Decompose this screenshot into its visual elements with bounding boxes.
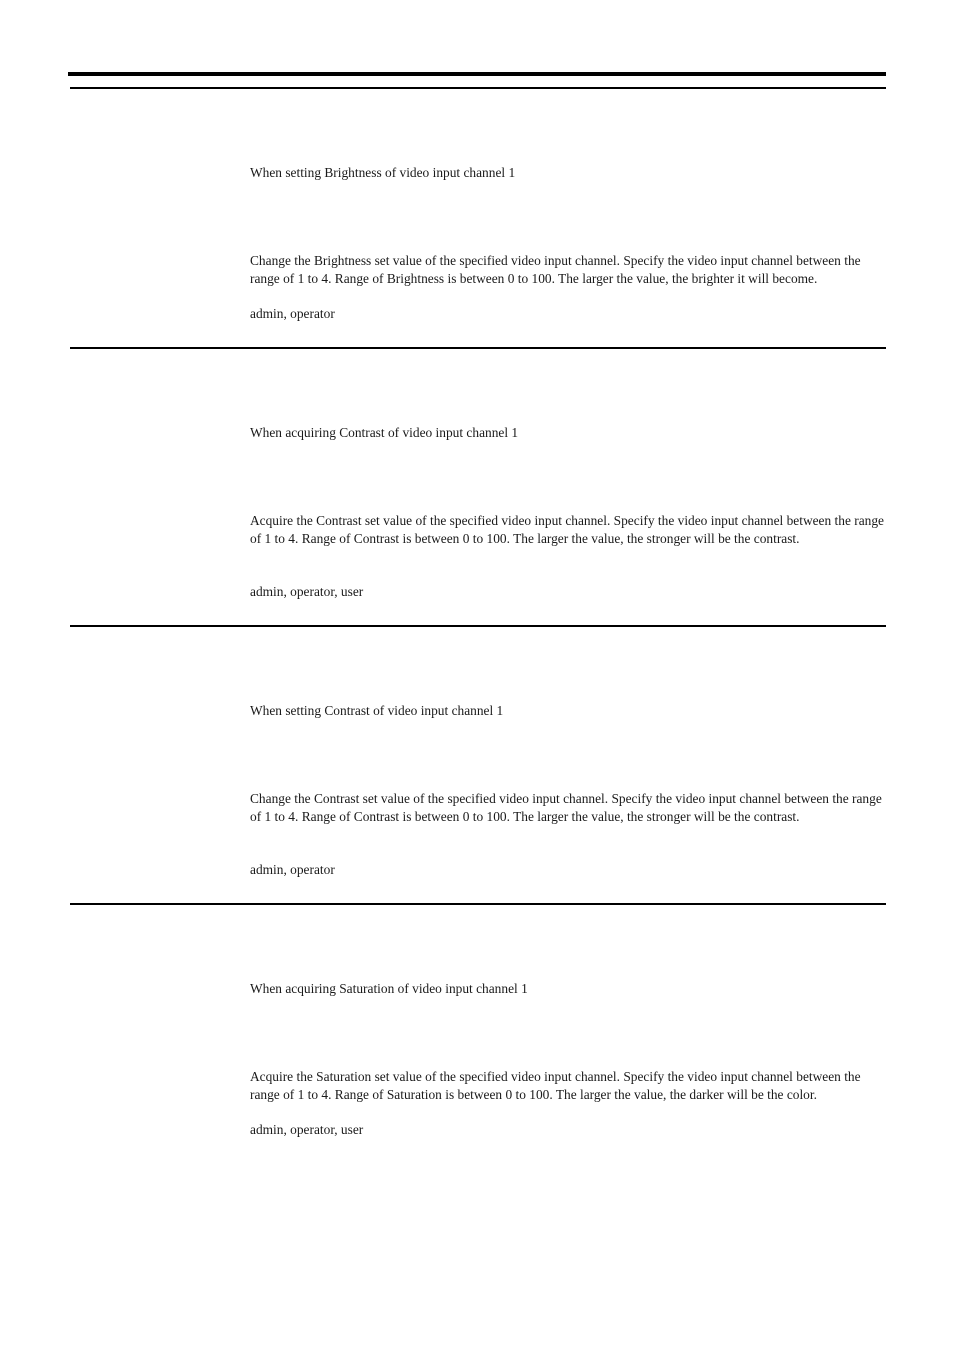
access-levels: admin, operator, user: [250, 1122, 364, 1137]
header-rule-thick: [68, 72, 886, 76]
section-divider: [70, 625, 886, 627]
example-text: When acquiring Contrast of video input channel 1: [250, 425, 519, 440]
example-text: When setting Contrast of video input channel 1: [250, 703, 504, 718]
description-text: Change the Contrast set value of the specified video input channel. Specify the video input channel between the range of 1 to 4. Range of Contrast is between 0 to 100. The larger the value, the stronger will be the contrast.: [250, 791, 882, 824]
example-text: When setting Brightness of video input channel 1: [250, 165, 516, 180]
example-text: When acquiring Saturation of video input channel 1: [250, 981, 528, 996]
access-levels: admin, operator: [250, 862, 335, 877]
access-levels: admin, operator, user: [250, 584, 364, 599]
section-divider: [70, 903, 886, 905]
description-text: Acquire the Contrast set value of the specified video input channel. Specify the video input channel between the range of 1 to 4. Range of Contrast is between 0 to 100. The larger the value, the stronger will be the contrast.: [250, 513, 884, 546]
access-levels: admin, operator: [250, 306, 335, 321]
description-text: Change the Brightness set value of the specified video input channel. Specify the video input channel between the range of 1 to 4. Range of Brightness is between 0 to 100. The larger the value, the brighter it will become.: [250, 253, 861, 286]
header-rule-thin: [70, 87, 886, 89]
section-divider: [70, 347, 886, 349]
description-text: Acquire the Saturation set value of the specified video input channel. Specify the video input channel between the range of 1 to 4. Range of Saturation is between 0 to 100. The larger the value, the darker will be the color.: [250, 1069, 861, 1102]
